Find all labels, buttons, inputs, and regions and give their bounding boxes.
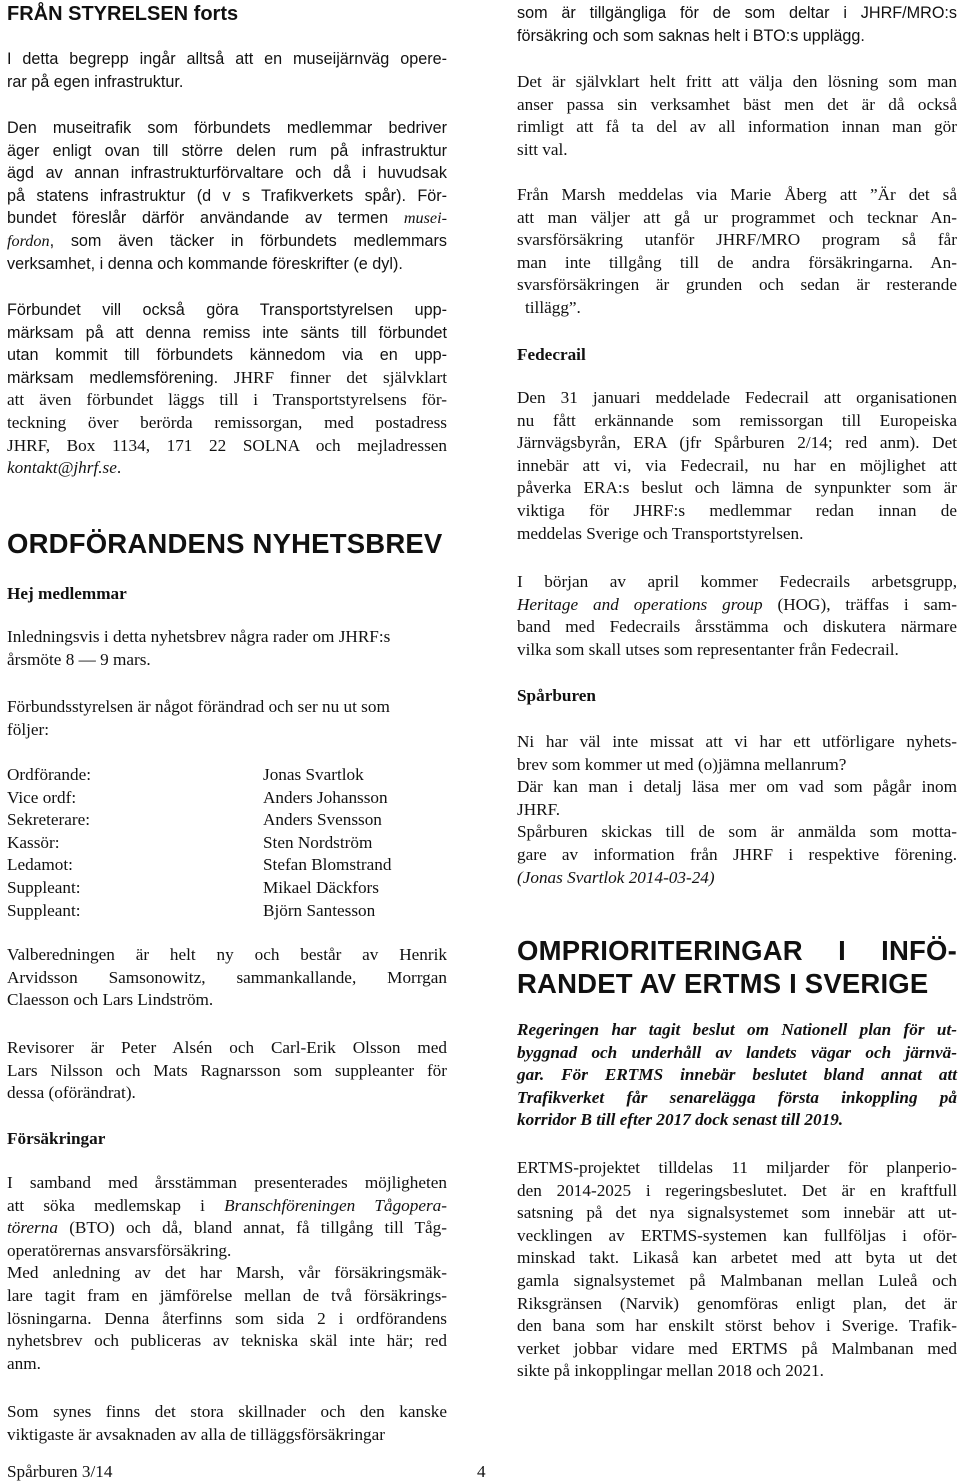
author-signature: (Jonas Svartlok 2014-03-24) [517,867,715,887]
paragraph-sjalvklart: Det är självklart helt fritt att välja den lösning som man anser passa sin verksamhet bäst men det är då också rimligt att få ta del av all information innan man gör sitt val. [517,72,957,159]
footer-page-number: 4 [477,1462,486,1481]
board-row: Kassör: Sten Nordström [7,832,373,852]
heading-sparburen: Spårburen [517,686,596,705]
heading-ordforandens-nyhetsbrev: ORDFÖRANDENS NYHETSBREV [7,528,443,559]
board-row: Ledamot: Stefan Blomstrand [7,855,392,875]
section-heading-fran-styrelsen: FRÅN STYRELSEN forts [7,3,239,25]
paragraph-sparburen: Ni har väl inte missat att vi har ett utförligare nyhets- brev som kommer ut med (o)jämna mellanrum? Där kan man i detalj läsa mer om vad som pågår inom JHRF. Spårburen skickas till de som är anmälda som motta- gare av information från JHRF i respektive förening. (Jonas Svartlok 2014-03-24) [517,732,957,887]
paragraph-ertms-projektet: ERTMS-projektet tilldelas 11 miljarder för planperio- den 2014-2025 i regeringsbeslutet. Det är en kraftfull satsning på det nya signalsystemet som innebär att ut- vecklingen av ERTMS-systemen kan fullföljas i oför- minskad takt. Likaså kan arbetet med att byta ut det gamla signalsystemet på Malmbanan mellan Luleå och Riksgränsen (Narvik) genomföras enligt plan, det är den bana som har enskilt störst behov i Sverige. Trafik- verket jobbar vidare med ERTMS på Malmbanan med sikte på inkopplingar mellan 2018 och 2021. [517,1158,957,1381]
paragraph-fedecrail: Den 31 januari meddelade Fedecrail att organisationen nu fått erkännande som remissorgan till Europeiska Järnvägsbyrån, ERA (jfr Spårburen 2/14; red anm). Det innebär att vi, via Fedecrail, nu har en möjlighet att påverka ERA:s beslut och lämna de synpunkter som är viktiga för JHRF:s medlemmar redan innan de meddelas Sverige och Transportstyrelsen. [517,388,957,543]
paragraph-forbundsstyrelsen: Förbundsstyrelsen är något förändrad och ser nu ut som följer: [7,697,390,739]
paragraph-transportstyrelsen: Förbundet vill också göra Transportstyrelsen upp- märksam på att denna remiss inte sänts till förbundet utan kommit till förbundets kännedom via en upp- märksam medlemsförening. JHRF finner det självklart att även förbundet läggs till i Transportstyrelsens för- teckning över berörda remissorgan, med postadress JHRF, Box 1134, 171 22 SOLNA och mejladressen kontakt@jhrf.se. [7,301,447,478]
paragraph-marsh-quote: Från Marsh meddelas via Marie Åberg att ”Är det så att man väljer att gå ur programmet och tecknar An- svarsförsäkring utanför JHRF/MRO program så får man inte tillgång till de andra försäkringarna. An- svarsförsäkringen är grunden och sedan är resterande tillägg”. [517,185,957,317]
paragraph-arsmote: Inledningsvis i detta nyhetsbrev några rader om JHRF:s årsmöte 8 — 9 mars. [7,627,391,669]
heading-ertms: OMPRIORITERINGAR I INFÖ- RANDET AV ERTMS I SVERIGE [517,935,957,999]
board-row: Suppleant: Mikael Däckfors [7,877,379,897]
email-address: kontakt@jhrf.se [7,458,117,478]
paragraph-museitrafik: Den museitrafik som förbundets medlemmar bedriver äger enligt ovan till större delen rum på infrastruktur ägd av annan infrastrukturförvaltare och då i huvudsak på statens infrastruktur (d v s Trafikverkets spår). För- bundet föreslår därför användande av termen musei- fordon, som även täcker in förbundets medlemmars verksamhet, i denna och kommande föreskrifter (e dyl). [7,119,447,273]
board-members-list [7,764,447,922]
heading-fedecrail: Fedecrail [517,345,586,364]
paragraph-jhrf-mro: som är tillgängliga för de som deltar i JHRF/MRO:s försäkring och som saknas helt i BTO:s upplägg. [517,4,957,45]
board-row: Suppleant: Björn Santesson [7,900,376,920]
paragraph-valberedning: Valberedningen är helt ny och består av Henrik Arvidsson Samsonowitz, sammankallande, Morrgan Claesson och Lars Lindström. [7,945,447,1010]
greeting-heading: Hej medlemmar [7,584,127,603]
paragraph-forsakringar: I samband med årsstämman presenterades möjligheten att söka medlemskap i Branschföreningen Tågopera- törerna (BTO) och då, bland annat, få tillgång till Tåg- operatörernas ansvarsförsäkring. Med anledning av det har Marsh, vår försäkringsmäk- lare tagit fram en jämförelse mellan de två försäkrings- lösningarna. Denna återfinns som sida 2 i ordförandens nyhetsbrev och publiceras av tekniska skäl inte här; red anm. [7,1173,447,1373]
lead-paragraph-ertms: Regeringen har tagit beslut om Nationell plan för ut- byggnad och underhåll av landets vägar och järnvä- gar. För ERTMS innebär beslutet bland annat att Trafikverket får senarelägga första inkoppling på korridor B till efter 2017 dock senast till 2019. [517,1020,957,1130]
paragraph-revisorer: Revisorer är Peter Alsén och Carl-Erik Olsson med Lars Nilsson och Mats Ragnarsson som suppleanter för dessa (oförändrat). [7,1038,447,1103]
paragraph-museijarnvag: I detta begrepp ingår alltså att en museijärnväg opere- rar på egen infrastruktur. [7,50,447,91]
paragraph-hog: I början av april kommer Fedecrails arbetsgrupp, Heritage and operations group (HOG), träffas i sam- band med Fedecrails årsstämma och diskutera närmare vilka som skall utses som representanter från Fedecrail. [517,572,958,659]
paragraph-skillnader: Som synes finns det stora skillnader och den kanske viktigaste är avsaknaden av alla de tilläggsförsäkringar [7,1402,447,1444]
board-row: Ordförande: Jonas Svartlok [7,765,364,784]
footer-publication: Spårburen 3/14 [7,1462,113,1481]
board-row: Sekreterare: Anders Svensson [7,810,382,830]
term-museifordon: musei- [403,209,447,228]
board-row: Vice ordf: Anders Johansson [7,787,388,807]
heading-forsakringar: Försäkringar [7,1129,106,1148]
